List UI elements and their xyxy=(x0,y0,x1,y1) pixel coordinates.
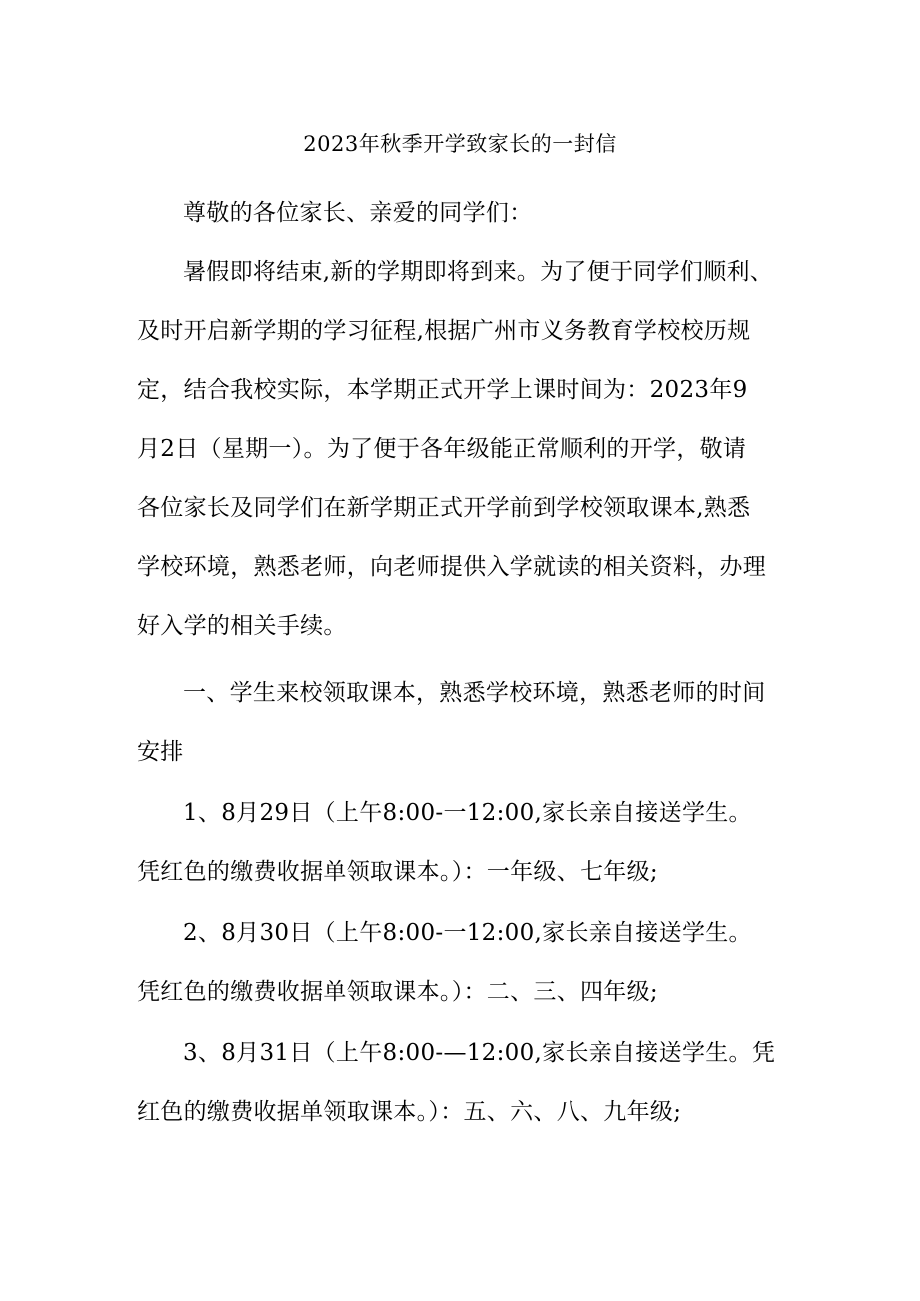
paragraph-line: 及时开启新学期的学习征程,根据广州市义务教育学校校历规 xyxy=(137,318,751,344)
schedule-item-2 xyxy=(137,904,797,1022)
paragraph-line: 学校环境，熟悉老师，向老师提供入学就读的相关资料，办理 xyxy=(137,554,767,580)
schedule-line: 1、8月29日（上午8:00-一12:00,家长亲自接送学生。 xyxy=(183,800,752,826)
section-heading xyxy=(137,664,797,782)
greeting: 尊敬的各位家长、亲爱的同学们： xyxy=(183,200,533,226)
paragraph-intro xyxy=(137,243,797,656)
schedule-line: 红色的缴费收据单领取课本。）：五、六、八、九年级; xyxy=(137,1099,682,1125)
paragraph-line: 暑假即将结束,新的学期即将到来。为了便于同学们顺利、 xyxy=(183,259,774,285)
section-heading-line: 安排 xyxy=(137,739,184,765)
schedule-line: 2、8月30日（上午8:00-一12:00,家长亲自接送学生。 xyxy=(183,920,752,946)
document-title: 2023年秋季开学致家长的一封信 xyxy=(303,132,617,156)
paragraph-line: 各位家长及同学们在新学期正式开学前到学校领取课本,熟悉 xyxy=(137,495,751,521)
schedule-line: 凭红色的缴费收据单领取课本。）：一年级、七年级; xyxy=(137,859,658,885)
section-heading-line: 一、学生来校领取课本，熟悉学校环境，熟悉老师的时间 xyxy=(183,680,766,706)
paragraph-line: 定，结合我校实际，本学期正式开学上课时间为：2023年9 xyxy=(137,377,748,403)
paragraph-line: 月2日（星期一）。为了便于各年级能正常顺利的开学，敬请 xyxy=(137,436,747,462)
schedule-line: 凭红色的缴费收据单领取课本。）：二、三、四年级; xyxy=(137,979,658,1005)
schedule-item-1 xyxy=(137,784,797,902)
schedule-item-3 xyxy=(137,1024,797,1142)
paragraph-line: 好入学的相关手续。 xyxy=(137,613,347,639)
schedule-line: 3、8月31日（上午8:00-—12:00,家长亲自接送学生。凭 xyxy=(183,1040,776,1066)
